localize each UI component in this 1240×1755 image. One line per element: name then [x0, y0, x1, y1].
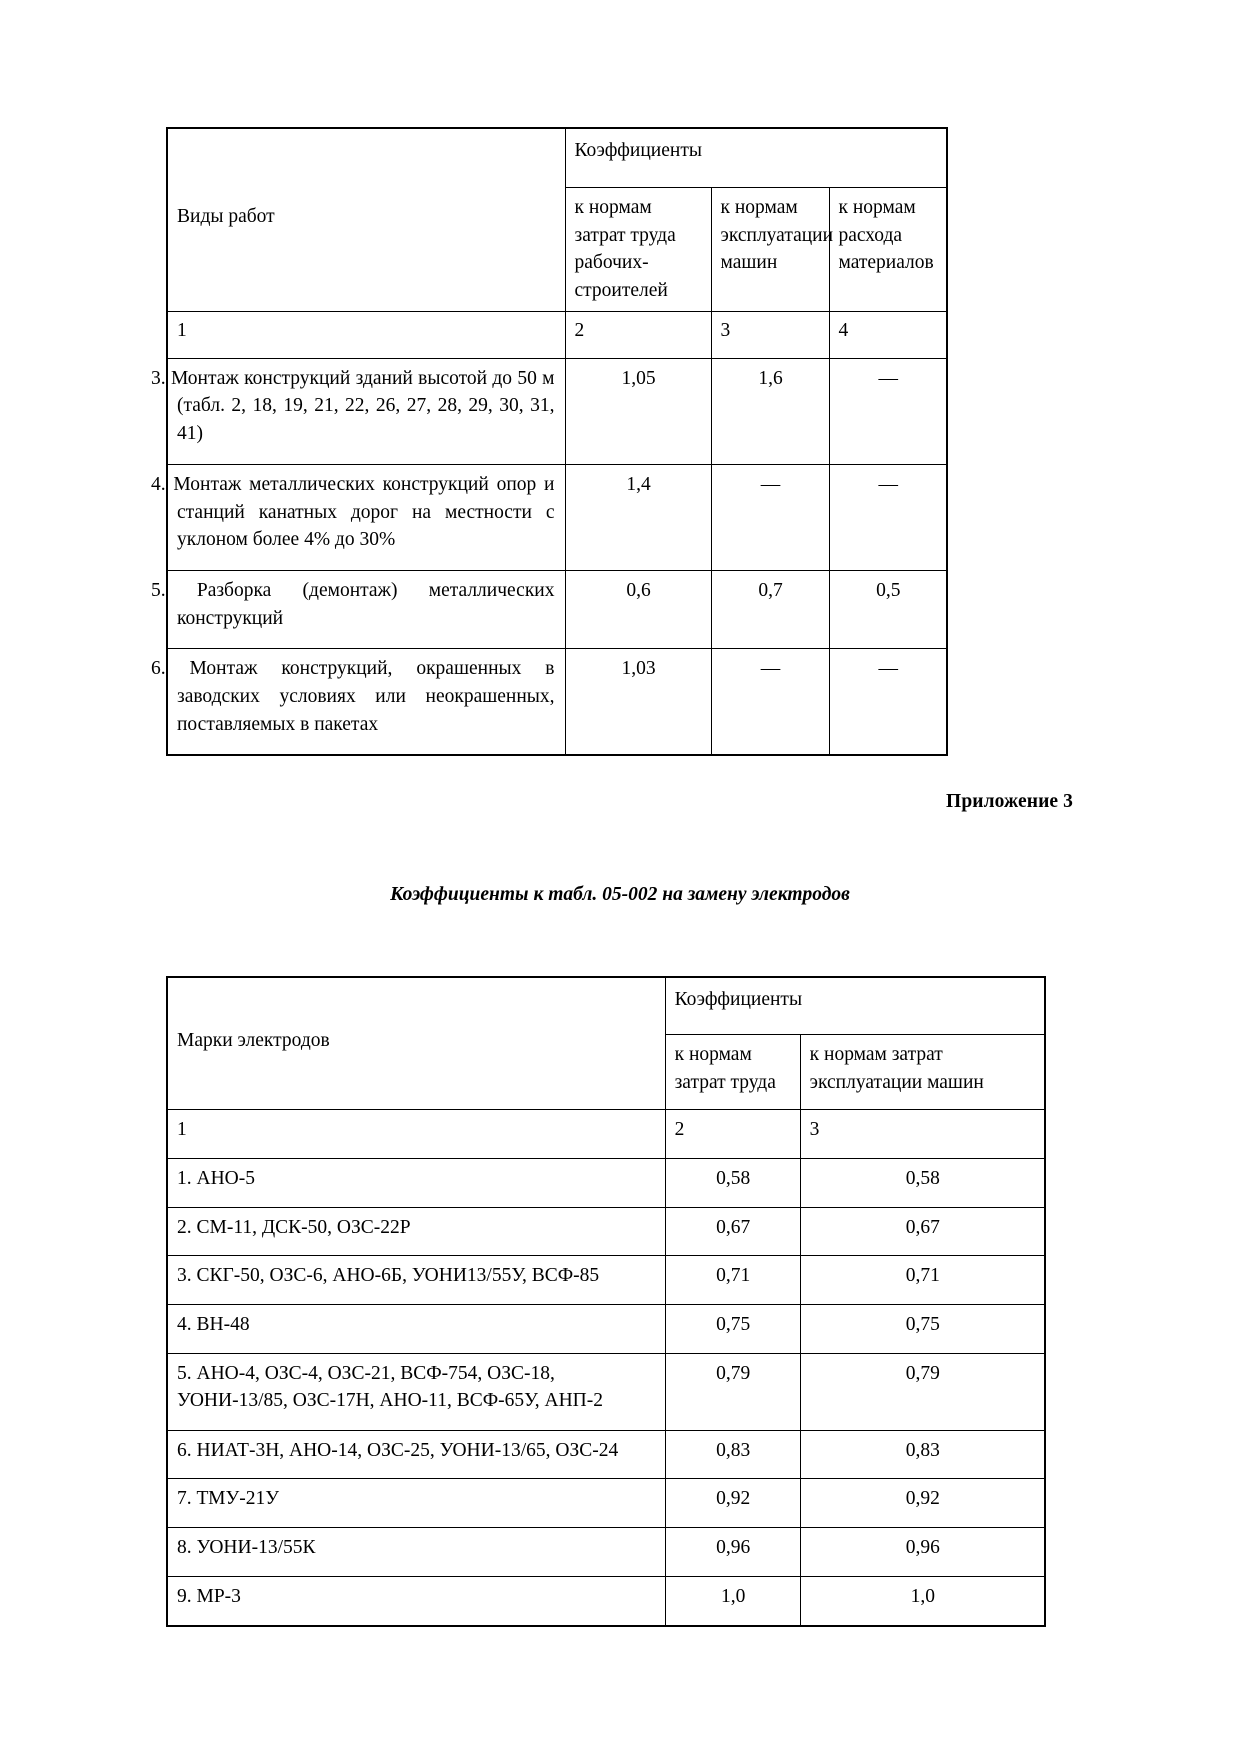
table-row [167, 1256, 1045, 1305]
table-row [167, 358, 947, 464]
value-labor: 0,75 [665, 1305, 800, 1354]
value-machines: — [711, 649, 829, 756]
header-cell-machine-norms: к нормам эксплуатации машин [711, 188, 829, 312]
value-machines: 0,58 [800, 1159, 1045, 1208]
value-labor: 1,0 [665, 1576, 800, 1625]
value-machines: 0,83 [800, 1430, 1045, 1479]
value-machines: — [711, 464, 829, 570]
work-type-label: 4. Монтаж металлических конструкций опор и станций канатных дорог на местности с уклоном более 4% до 30% [167, 464, 565, 570]
value-labor: 1,4 [565, 464, 711, 570]
value-materials: — [829, 358, 947, 464]
coefficients-table-works [151, 127, 948, 756]
value-labor: 0,79 [665, 1353, 800, 1430]
column-number-3: 3 [800, 1110, 1045, 1159]
value-materials: 0,5 [829, 570, 947, 648]
table-row [167, 1576, 1045, 1625]
table-row [167, 570, 947, 648]
value-machines: 1,6 [711, 358, 829, 464]
value-labor: 0,6 [565, 570, 711, 648]
work-type-label: 5. Разборка (демонтаж) металлических конструкций [167, 570, 565, 648]
electrode-brand-label: 3. СКГ-50, ОЗС-6, АНО-6Б, УОНИ13/55У, ВСФ-85 [167, 1256, 665, 1305]
table-row [167, 464, 947, 570]
value-labor: 0,83 [665, 1430, 800, 1479]
value-machines: 0,67 [800, 1207, 1045, 1256]
appendix-label: Приложение 3 [946, 791, 1073, 812]
electrode-brand-label: 9. МР-3 [167, 1576, 665, 1625]
table-row [167, 1479, 1045, 1528]
section-subtitle: Коэффициенты к табл. 05-002 на замену электродов [390, 884, 850, 905]
value-labor: 0,92 [665, 1479, 800, 1528]
electrode-brand-label: 4. ВН-48 [167, 1305, 665, 1354]
table-row [167, 1305, 1045, 1354]
value-labor: 0,71 [665, 1256, 800, 1305]
value-labor: 1,05 [565, 358, 711, 464]
value-machines: 0,71 [800, 1256, 1045, 1305]
header-cell-coefficients: Коэффициенты [665, 977, 1045, 1035]
header-cell-coefficients: Коэффициенты [565, 128, 947, 188]
work-type-label: 3. Монтаж конструкций зданий высотой до 50 м (табл. 2, 18, 19, 21, 22, 26, 27, 28, 29, 30, 31, 41) [167, 358, 565, 464]
header-cell-machine-norms: к нормам затрат эксплуатации машин [800, 1035, 1045, 1110]
electrode-brand-label: 2. СМ-11, ДСК-50, ОЗС-22Р [167, 1207, 665, 1256]
table-row [167, 1430, 1045, 1479]
header-cell-material-norms: к нормам расхода материалов [829, 188, 947, 312]
header-cell-labor-norms: к нормам затрат труда рабочих-строителей [565, 188, 711, 312]
work-type-label: 6. Монтаж конструкций, окрашенных в заводских условиях или неокрашенных, поставляемых в пакетах [167, 649, 565, 756]
electrode-brand-label: 5. АНО-4, ОЗС-4, ОЗС-21, ВСФ-754, ОЗС-18, УОНИ-13/85, ОЗС-17Н, АНО-11, ВСФ-65У, АНП-2 [167, 1353, 665, 1430]
header-cell-work-types: Виды работ [167, 128, 565, 311]
value-machines: 0,79 [800, 1353, 1045, 1430]
value-labor: 0,67 [665, 1207, 800, 1256]
value-machines: 0,7 [711, 570, 829, 648]
value-materials: — [829, 464, 947, 570]
table-header-row-group [167, 128, 947, 188]
column-number-1: 1 [167, 311, 565, 358]
value-labor: 0,96 [665, 1528, 800, 1577]
value-machines: 0,75 [800, 1305, 1045, 1354]
electrode-brand-label: 6. НИАТ-3Н, АНО-14, ОЗС-25, УОНИ-13/65, ОЗС-24 [167, 1430, 665, 1479]
column-number-2: 2 [565, 311, 711, 358]
electrode-brand-label: 1. АНО-5 [167, 1159, 665, 1208]
table-row [167, 1207, 1045, 1256]
electrode-brand-label: 8. УОНИ-13/55К [167, 1528, 665, 1577]
value-machines: 1,0 [800, 1576, 1045, 1625]
coefficients-table-electrodes [166, 976, 1046, 1627]
value-materials: — [829, 649, 947, 756]
value-labor: 0,58 [665, 1159, 800, 1208]
table-row [167, 1353, 1045, 1430]
value-labor: 1,03 [565, 649, 711, 756]
table-header-row-group [167, 977, 1045, 1035]
header-cell-labor-norms: к нормам затрат труда [665, 1035, 800, 1110]
value-machines: 0,96 [800, 1528, 1045, 1577]
column-number-1: 1 [167, 1110, 665, 1159]
column-number-2: 2 [665, 1110, 800, 1159]
table-column-number-row [167, 1110, 1045, 1159]
table-row [167, 649, 947, 756]
header-cell-electrode-brands: Марки электродов [167, 977, 665, 1110]
column-number-4: 4 [829, 311, 947, 358]
table-row [167, 1159, 1045, 1208]
table-row [167, 1528, 1045, 1577]
table-column-number-row [167, 311, 947, 358]
electrode-brand-label: 7. ТМУ-21У [167, 1479, 665, 1528]
column-number-3: 3 [711, 311, 829, 358]
value-machines: 0,92 [800, 1479, 1045, 1528]
